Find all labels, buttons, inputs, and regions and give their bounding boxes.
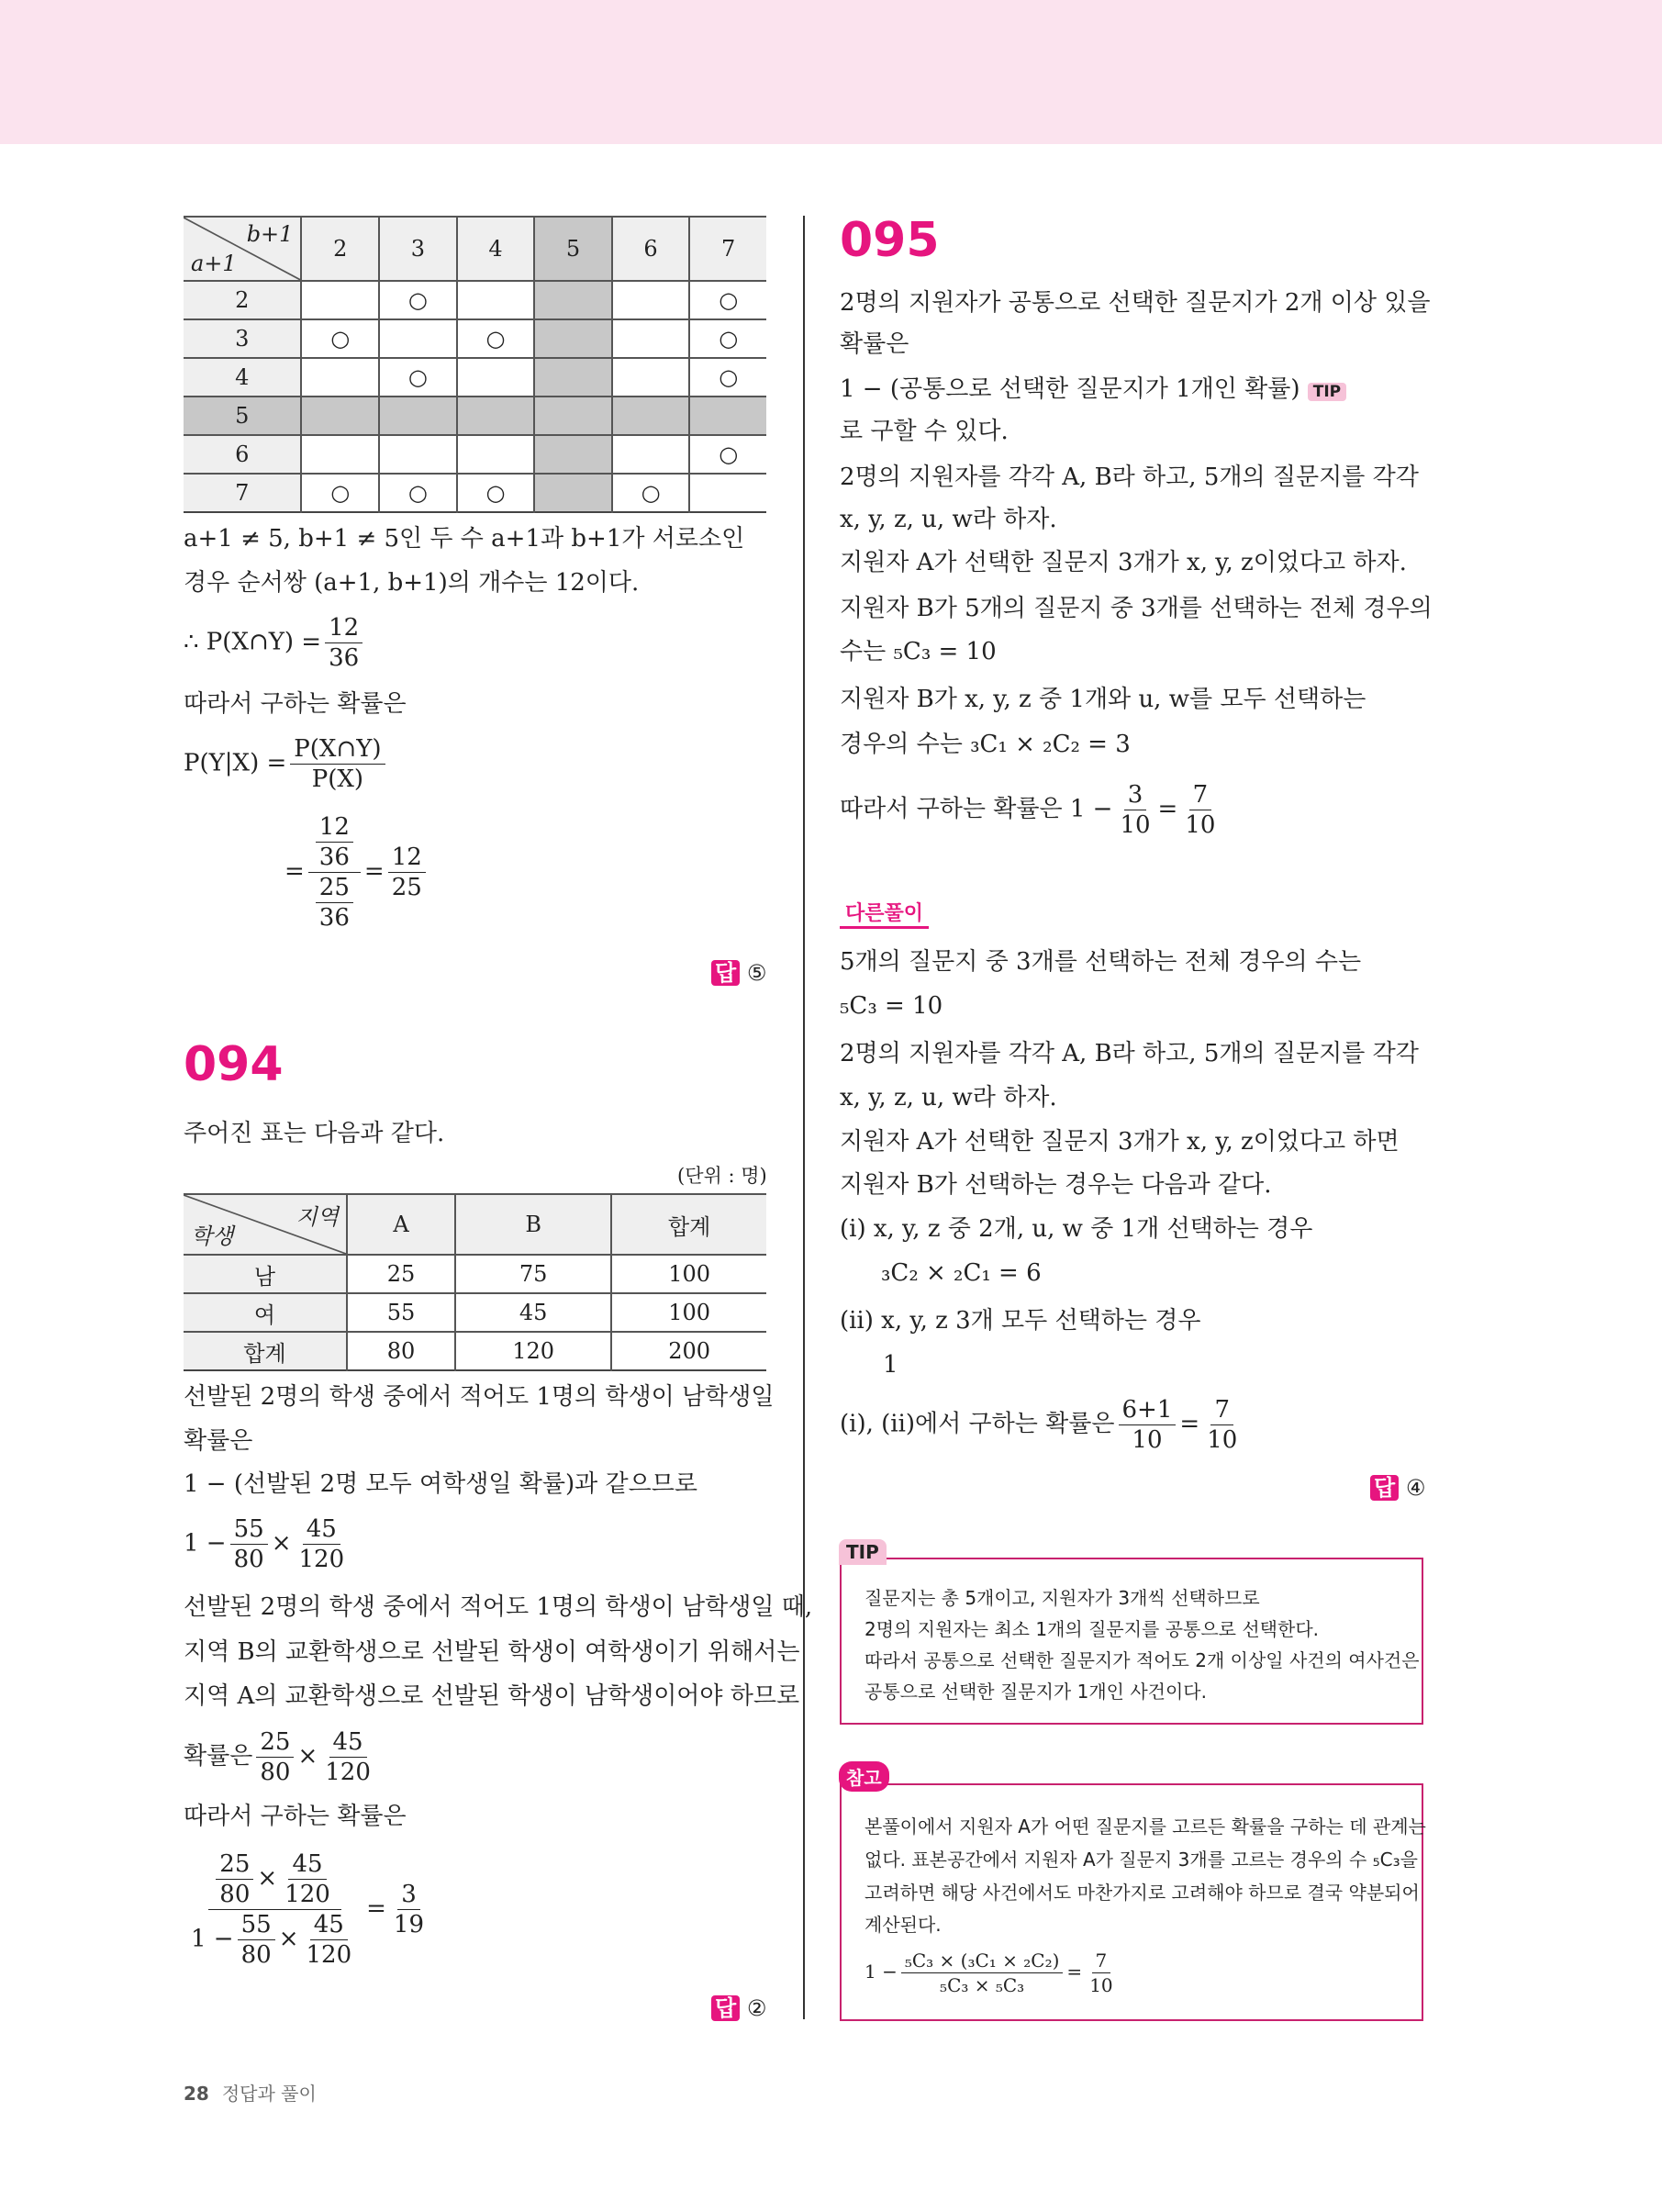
corner-bottom: 학생 [191, 1223, 234, 1249]
table-row [184, 397, 766, 435]
table-row [184, 435, 766, 474]
eq-sign: = [1179, 1410, 1200, 1438]
table-cell [612, 397, 690, 435]
text-line: 지역 A의 교환학생으로 선발된 학생이 남학생이어야 하므로 [184, 1682, 800, 1710]
equation [184, 734, 389, 794]
denominator: 80 [240, 1941, 272, 1969]
problem-number: 094 [184, 1037, 284, 1092]
equation [184, 1849, 431, 1970]
table-cell [379, 435, 457, 474]
text-line: a+1 ≠ 5, b+1 ≠ 5인 두 수 a+1과 b+1가 서로소인 [184, 525, 745, 553]
numerator: 3 [397, 1880, 420, 1910]
text-line: 1 − (선발된 2명 모두 여학생일 확률)과 같으므로 [184, 1470, 697, 1498]
column-header: 합계 [611, 1194, 766, 1255]
numerator: 25 [256, 1727, 294, 1758]
table-cell [457, 358, 535, 397]
table-cell: ○ [301, 474, 379, 512]
table-cell [457, 435, 535, 474]
fraction [230, 1514, 268, 1574]
table-cell: 100 [611, 1255, 766, 1293]
table-cell [301, 397, 379, 435]
compound-fraction [187, 1849, 363, 1970]
text-line: 2명의 지원자를 각각 A, B라 하고, 5개의 질문지를 각각 [840, 464, 1419, 491]
table-cell: 100 [611, 1293, 766, 1332]
header-band [0, 0, 1662, 144]
table-row [184, 358, 766, 397]
tip-line: 따라서 공통으로 선택한 질문지가 적어도 2개 이상일 사건의 여사건은 [864, 1649, 1420, 1671]
text-line: 경우 순서쌍 (a+1, b+1)의 개수는 12이다. [184, 569, 640, 597]
fraction [256, 1727, 294, 1787]
answer-value: ④ [1405, 1475, 1426, 1501]
row-header: 5 [184, 397, 301, 435]
text-line: x, y, z, u, w라 하자. [840, 1084, 1057, 1112]
text-line: ₃C₂ × ₂C₁ = 6 [881, 1259, 1042, 1287]
numerator: 25 [216, 1849, 253, 1880]
row-header: 남 [184, 1255, 347, 1293]
coprime-table [184, 216, 766, 513]
table-row [184, 319, 766, 358]
table-cell [301, 435, 379, 474]
row-header: 7 [184, 474, 301, 512]
numerator: 7 [1189, 780, 1212, 810]
numerator: 25 [316, 873, 353, 903]
denominator: 10 [1120, 811, 1151, 839]
fraction [1116, 780, 1154, 840]
tip-line: 질문지는 총 5개이고, 지원자가 3개씩 선택하므로 [864, 1587, 1260, 1609]
answer-label: 답 [711, 960, 740, 986]
tip-line: 2명의 지원자는 최소 1개의 질문지를 공통으로 선택한다. [864, 1618, 1319, 1640]
numerator: 7 [1092, 1949, 1111, 1973]
table-cell: ○ [379, 358, 457, 397]
table-cell [534, 397, 611, 435]
column-header: 3 [379, 217, 457, 281]
text-line: 지원자 B가 5개의 질문지 중 3개를 선택하는 전체 경우의 [840, 595, 1433, 622]
table-cell [612, 435, 690, 474]
table-cell [534, 435, 611, 474]
table-cell [612, 281, 690, 319]
times: × [297, 1742, 318, 1771]
text-line: 2명의 지원자가 공통으로 선택한 질문지가 2개 이상 있을 [840, 289, 1431, 317]
text-line: 지역 B의 교환학생으로 선발된 학생이 여학생이기 위해서는 [184, 1638, 800, 1666]
note-label: 참고 [839, 1761, 889, 1792]
table-cell: ○ [689, 435, 766, 474]
corner-top: 지역 [296, 1204, 339, 1230]
table-cell: ○ [379, 281, 457, 319]
text-line: 확률은 [184, 1427, 253, 1455]
row-header: 2 [184, 281, 301, 319]
denominator: 10 [1185, 811, 1216, 839]
table-row [184, 1293, 766, 1332]
row-header: 합계 [184, 1332, 347, 1370]
text-line: 선발된 2명의 학생 중에서 적어도 1명의 학생이 남학생일 때, [184, 1593, 813, 1621]
times: × [278, 1925, 299, 1953]
fraction [1119, 1395, 1177, 1455]
compound-fraction [308, 812, 361, 933]
fraction [290, 734, 385, 794]
numerator: ₅C₃ × (₃C₁ × ₂C₂) [901, 1949, 1064, 1973]
note-line: 본풀이에서 지원자 A가 어떤 질문지를 고르든 확률을 구하는 데 관계는 [864, 1815, 1426, 1838]
denominator: 10 [1207, 1426, 1238, 1454]
numerator: 3 [1124, 780, 1147, 810]
table-cell: 200 [611, 1332, 766, 1370]
text-line: 따라서 구하는 확률은 [184, 690, 407, 718]
table-row [184, 281, 766, 319]
row-header: 여 [184, 1293, 347, 1332]
tip-label: TIP [839, 1539, 887, 1565]
fraction [1086, 1949, 1116, 1997]
text-line: 5개의 질문지 중 3개를 선택하는 전체 경우의 수는 [840, 948, 1362, 976]
problem-number: 095 [840, 213, 940, 268]
fraction [281, 1849, 334, 1909]
text-line: 경우의 수는 ₃C₁ × ₂C₂ = 3 [840, 731, 1131, 758]
fraction [901, 1949, 1064, 1997]
text-line: 2명의 지원자를 각각 A, B라 하고, 5개의 질문지를 각각 [840, 1040, 1419, 1067]
note-line: 고려하면 해당 사건에서도 마찬가지로 고려해야 하므로 결국 약분되어 [864, 1882, 1420, 1904]
text-line: 1 [883, 1351, 898, 1379]
numerator [208, 1849, 341, 1910]
table-cell [534, 319, 611, 358]
table-cell [457, 397, 535, 435]
fraction [302, 1910, 355, 1970]
fraction [390, 1880, 428, 1939]
text-line: 수는 ₅C₃ = 10 [840, 638, 997, 665]
text-line: 지원자 B가 x, y, z 중 1개와 u, w를 모두 선택하는 [840, 686, 1366, 713]
numerator: 45 [329, 1727, 367, 1758]
denominator: 120 [284, 1881, 330, 1908]
table-cell: ○ [689, 281, 766, 319]
footer-title: 정답과 풀이 [221, 2083, 317, 2105]
text-line: (ⅱ) x, y, z 3개 모두 선택하는 경우 [840, 1307, 1201, 1335]
eq-sign: = [363, 857, 385, 886]
corner-top: b+1 [246, 221, 294, 247]
table-cell [612, 358, 690, 397]
equation [184, 1727, 378, 1787]
table-row [184, 1332, 766, 1370]
row-header: 6 [184, 435, 301, 474]
numerator: 12 [325, 613, 363, 643]
table-cell: ○ [612, 474, 690, 512]
equation [184, 613, 366, 673]
text-line: 주어진 표는 다음과 같다. [184, 1120, 445, 1147]
table-cell: 75 [455, 1255, 611, 1293]
equation [184, 1514, 351, 1574]
numerator: P(X∩Y) [290, 734, 385, 765]
answer-label: 답 [711, 1995, 740, 2021]
note-line: 계산된다. [864, 1914, 942, 1936]
text-line: 지원자 B가 선택하는 경우는 다음과 같다. [840, 1171, 1272, 1199]
column-header: 2 [301, 217, 379, 281]
fraction [321, 1727, 374, 1787]
denominator: 36 [329, 644, 360, 672]
numerator: 12 [316, 812, 353, 843]
numerator: 55 [230, 1514, 268, 1545]
table-cell [301, 281, 379, 319]
text-line: 확률은 [840, 330, 909, 358]
fraction [216, 1849, 253, 1909]
fraction [316, 812, 353, 872]
table-row [184, 474, 766, 512]
table-row [184, 1255, 766, 1293]
page-number: 28 [184, 2083, 209, 2105]
table-cell: ○ [689, 358, 766, 397]
table-cell: ○ [689, 319, 766, 358]
page-footer [184, 2079, 317, 2106]
text-line: 지원자 A가 선택한 질문지 3개가 x, y, z이었다고 하면 [840, 1128, 1400, 1156]
row-header: 3 [184, 319, 301, 358]
corner-header [184, 217, 301, 281]
fraction [316, 873, 353, 933]
fraction [1203, 1395, 1241, 1455]
eq-text: (ⅰ), (ⅱ)에서 구하는 확률은 [840, 1410, 1115, 1438]
denominator: 25 [391, 874, 422, 901]
numerator: 12 [388, 843, 426, 873]
text-line [840, 374, 1346, 408]
eq-text: 확률은 [184, 1742, 253, 1771]
denominator: 120 [325, 1759, 371, 1786]
corner-header [184, 1194, 347, 1255]
student-table [184, 1193, 766, 1371]
corner-bottom: a+1 [191, 251, 237, 276]
numerator: 7 [1210, 1395, 1233, 1425]
table-cell: ○ [379, 474, 457, 512]
table-cell [457, 281, 535, 319]
column-header: 4 [457, 217, 535, 281]
fraction [295, 1514, 348, 1574]
fraction [325, 613, 363, 673]
table-cell: ○ [457, 474, 535, 512]
answer-label: 답 [1370, 1475, 1399, 1501]
text-line: 로 구할 수 있다. [840, 418, 1009, 445]
denominator: ₅C₃ × ₅C₃ [940, 1974, 1025, 1996]
text-line: ₅C₃ = 10 [840, 992, 943, 1020]
eq-text: 1 − [184, 1529, 227, 1558]
eq-sign: = [1066, 1961, 1083, 1983]
column-divider [803, 216, 805, 2019]
answer-value: ⑤ [746, 960, 767, 986]
text-line: x, y, z, u, w라 하자. [840, 506, 1057, 533]
answer-marker [711, 955, 766, 987]
numerator [308, 812, 361, 873]
denominator: 80 [219, 1881, 251, 1908]
numerator: 55 [238, 1910, 275, 1940]
tip-box [840, 1541, 1423, 1725]
eq-text: ∴ P(X∩Y) = [184, 628, 322, 656]
note-box [840, 1767, 1426, 2021]
numerator: 45 [288, 1849, 326, 1880]
fraction [1181, 780, 1219, 840]
text-line: 따라서 구하는 확률은 [184, 1803, 407, 1830]
answer-value: ② [746, 1995, 767, 2021]
numerator: 45 [310, 1910, 348, 1940]
denominator [187, 1910, 363, 1970]
text: 1 − (공통으로 선택한 질문지가 1개인 확률) [840, 375, 1300, 403]
denominator: 10 [1132, 1426, 1163, 1454]
denominator: 10 [1089, 1974, 1113, 1996]
denominator: 19 [393, 1911, 425, 1938]
text-line: (ⅰ) x, y, z 중 2개, u, w 중 1개 선택하는 경우 [840, 1215, 1313, 1243]
text-line: 지원자 A가 선택한 질문지 3개가 x, y, z이었다고 하자. [840, 549, 1407, 576]
table-cell [301, 358, 379, 397]
fraction [388, 843, 426, 902]
denominator: 120 [298, 1546, 345, 1573]
denominator: 120 [306, 1941, 352, 1969]
table-cell [534, 474, 611, 512]
denominator [308, 873, 361, 933]
tip-badge: TIP [1308, 383, 1346, 401]
equation [840, 780, 1222, 840]
denominator: 36 [318, 843, 350, 871]
numerator: 6+1 [1119, 1395, 1177, 1425]
tip-line: 공통으로 선택한 질문지가 1개인 사건이다. [864, 1681, 1207, 1703]
table-cell: 55 [347, 1293, 455, 1332]
answer-marker [711, 1990, 766, 2022]
column-header: 7 [689, 217, 766, 281]
denominator: 80 [260, 1759, 291, 1786]
table-cell [534, 281, 611, 319]
eq-text: 1 − [864, 1961, 898, 1983]
eq-sign: = [366, 1894, 386, 1923]
note-equation [864, 1949, 1121, 1997]
denominator: 36 [318, 904, 350, 932]
answer-marker [1370, 1469, 1425, 1502]
eq-sign: = [1157, 795, 1178, 823]
denominator: P(X) [311, 765, 364, 793]
alternative-solution-label: 다른풀이 [840, 898, 929, 929]
text-line: 선발된 2명의 학생 중에서 적어도 1명의 학생이 남학생일 [184, 1383, 775, 1411]
table-cell: 120 [455, 1332, 611, 1370]
eq-text: P(Y|X) = [184, 749, 287, 777]
column-header: A [347, 1194, 455, 1255]
fraction [238, 1910, 275, 1970]
table-cell: 80 [347, 1332, 455, 1370]
table-cell [379, 319, 457, 358]
column-header: 5 [534, 217, 611, 281]
times: × [271, 1529, 292, 1558]
eq-text: 1 − [191, 1925, 234, 1953]
times: × [257, 1864, 278, 1893]
table-cell: 25 [347, 1255, 455, 1293]
equation [284, 812, 429, 933]
table-cell [689, 474, 766, 512]
table-cell: ○ [457, 319, 535, 358]
eq-text: 따라서 구하는 확률은 1 − [840, 795, 1113, 823]
table-cell [379, 397, 457, 435]
table-cell [689, 397, 766, 435]
row-header: 4 [184, 358, 301, 397]
table-cell: ○ [301, 319, 379, 358]
equation [840, 1395, 1244, 1455]
column-header: 6 [612, 217, 690, 281]
note-line: 없다. 표본공간에서 지원자 A가 질문지 3개를 고르는 경우의 수 ₅C₃을 [864, 1849, 1418, 1871]
unit-label: (단위 : 명) [677, 1165, 767, 1187]
table-cell [534, 358, 611, 397]
table-cell [612, 319, 690, 358]
denominator: 80 [233, 1546, 264, 1573]
numerator: 45 [303, 1514, 340, 1545]
table-cell: 45 [455, 1293, 611, 1332]
column-header: B [455, 1194, 611, 1255]
eq-sign: = [284, 857, 305, 886]
